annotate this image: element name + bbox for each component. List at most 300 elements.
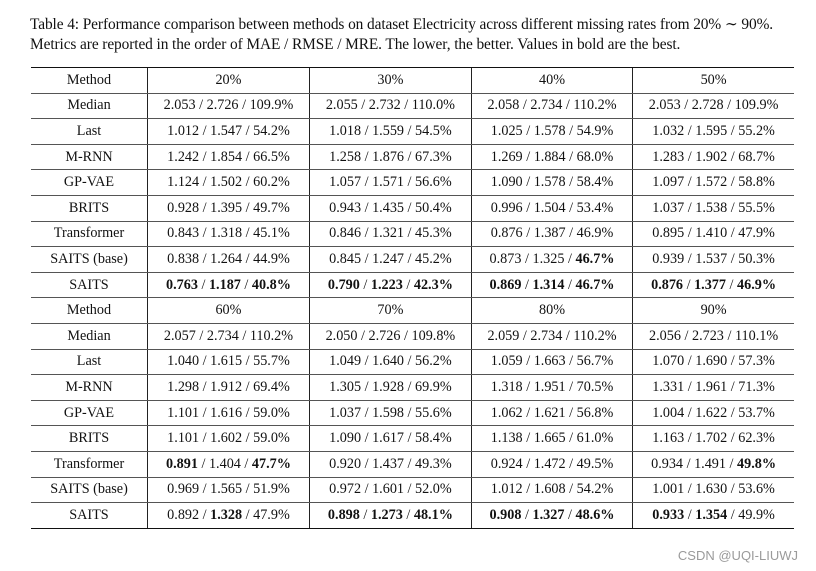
- mae-value: 2.053: [648, 97, 681, 114]
- metric-separator: /: [359, 276, 371, 293]
- metric-separator: /: [683, 276, 695, 293]
- mre-value: 46.7%: [575, 276, 615, 293]
- table-row: [31, 221, 794, 247]
- mre-value: 110.1%: [734, 327, 779, 344]
- metric-cell: [633, 426, 794, 452]
- metric-cell: [309, 323, 471, 349]
- mre-value: 47.9%: [253, 506, 290, 523]
- metric-separator: /: [242, 481, 254, 498]
- metric-separator: /: [565, 378, 577, 395]
- method-column-header: [31, 68, 148, 94]
- rmse-value: 1.325: [532, 250, 565, 267]
- mre-value: 55.7%: [253, 353, 290, 370]
- metric-separator: /: [565, 225, 577, 242]
- method-name: SAITS: [69, 276, 109, 293]
- metric-separator: /: [684, 122, 696, 139]
- method-name: SAITS (base): [50, 481, 128, 498]
- rmse-value: 1.404: [208, 455, 241, 472]
- watermark: CSDN @UQI-LIUWJ: [677, 548, 798, 563]
- rmse-value: 1.437: [372, 455, 404, 472]
- results-table-body: [31, 68, 794, 529]
- mae-value: 1.025: [490, 122, 523, 139]
- rmse-value: 1.187: [208, 276, 241, 293]
- mre-value: 109.9%: [734, 97, 779, 114]
- metric-cell: [309, 195, 471, 221]
- metric-separator: /: [404, 430, 416, 447]
- metric-cell: [633, 119, 794, 145]
- metric-separator: /: [522, 148, 534, 165]
- metric-separator: /: [727, 430, 739, 447]
- metric-separator: /: [199, 250, 211, 267]
- missing-rate-text: 60%: [215, 302, 242, 319]
- metric-cell: [309, 375, 471, 401]
- metric-separator: /: [723, 327, 735, 344]
- metric-separator: /: [565, 455, 577, 472]
- mre-value: 110.2%: [573, 97, 617, 114]
- metric-separator: /: [361, 148, 373, 165]
- metric-separator: /: [242, 378, 254, 395]
- mre-value: 50.3%: [738, 250, 775, 267]
- metric-separator: /: [522, 122, 534, 139]
- metric-separator: /: [404, 174, 416, 191]
- method-name: GP-VAE: [63, 174, 115, 191]
- rmse-value: 1.602: [210, 430, 243, 447]
- mae-value: 0.790: [327, 276, 360, 293]
- metric-separator: /: [684, 250, 696, 267]
- rmse-value: 1.314: [532, 276, 565, 293]
- metric-separator: /: [359, 506, 371, 523]
- mre-value: 45.1%: [253, 225, 290, 242]
- rmse-value: 1.572: [695, 174, 728, 191]
- method-name: BRITS: [68, 430, 110, 447]
- metric-cell: [148, 93, 310, 119]
- table-row: [31, 323, 794, 349]
- rmse-value: 1.537: [695, 250, 728, 267]
- metric-separator: /: [238, 97, 250, 114]
- method-name: SAITS (base): [50, 250, 128, 267]
- metric-separator: /: [564, 250, 576, 267]
- metric-separator: /: [680, 327, 692, 344]
- metric-cell: [633, 400, 794, 426]
- rmse-value: 1.702: [695, 430, 728, 447]
- metric-cell: [471, 93, 632, 119]
- metric-cell: [309, 119, 471, 145]
- metric-cell: [148, 400, 310, 426]
- mae-value: 1.331: [652, 378, 685, 395]
- metric-separator: /: [199, 353, 211, 370]
- metric-cell: [309, 477, 471, 503]
- metric-separator: /: [199, 378, 211, 395]
- metric-separator: /: [725, 455, 738, 472]
- metric-cell: [633, 93, 794, 119]
- mre-value: 60.2%: [253, 174, 290, 191]
- rmse-value: 2.728: [691, 97, 724, 114]
- mre-value: 58.4%: [576, 174, 614, 191]
- metric-cell: [148, 349, 310, 375]
- metric-separator: /: [199, 199, 211, 216]
- method-name-cell: [31, 349, 148, 375]
- rmse-value: 1.884: [533, 148, 566, 165]
- metric-separator: /: [242, 122, 254, 139]
- mae-value: 2.053: [163, 97, 196, 114]
- metric-cell: [309, 426, 471, 452]
- mre-value: 56.2%: [415, 353, 452, 370]
- method-name: Median: [67, 97, 111, 114]
- missing-rate-text: 40%: [539, 71, 566, 88]
- metric-cell: [633, 451, 794, 477]
- rmse-value: 1.951: [533, 378, 566, 395]
- metric-separator: /: [195, 97, 207, 114]
- mae-value: 0.845: [329, 250, 362, 267]
- metric-cell: [309, 349, 471, 375]
- mre-value: 42.3%: [413, 276, 453, 293]
- mae-value: 1.163: [652, 430, 685, 447]
- mae-value: 0.933: [652, 506, 685, 523]
- results-table: [31, 67, 794, 529]
- rmse-value: 1.571: [372, 174, 404, 191]
- metric-cell: [148, 503, 310, 529]
- mae-value: 1.258: [329, 148, 362, 165]
- mae-value: 1.012: [167, 122, 200, 139]
- rmse-value: 1.595: [695, 122, 728, 139]
- metric-separator: /: [361, 174, 373, 191]
- mre-value: 55.5%: [738, 199, 775, 216]
- rmse-value: 1.665: [533, 430, 566, 447]
- mre-value: 54.2%: [253, 122, 290, 139]
- rmse-value: 1.961: [695, 378, 728, 395]
- rmse-value: 1.630: [695, 481, 728, 498]
- mae-value: 1.101: [167, 430, 200, 447]
- mre-value: 54.9%: [576, 122, 614, 139]
- mae-value: 1.032: [652, 122, 685, 139]
- metric-cell: [309, 503, 471, 529]
- mae-value: 0.908: [489, 506, 522, 523]
- metric-separator: /: [564, 276, 576, 293]
- mae-value: 0.891: [165, 455, 198, 472]
- metric-separator: /: [197, 455, 209, 472]
- metric-cell: [471, 451, 632, 477]
- metric-separator: /: [522, 174, 534, 191]
- metric-cell: [148, 426, 310, 452]
- mre-value: 58.8%: [738, 174, 775, 191]
- mre-value: 56.7%: [576, 353, 614, 370]
- metric-cell: [633, 247, 794, 273]
- metric-separator: /: [684, 378, 696, 395]
- mre-value: 47.7%: [251, 455, 291, 472]
- metric-separator: /: [522, 353, 534, 370]
- table-row: [31, 93, 794, 119]
- mre-value: 110.2%: [573, 327, 617, 344]
- method-header-text: Method: [66, 302, 112, 319]
- table-row: [31, 119, 794, 145]
- metric-separator: /: [522, 481, 534, 498]
- mre-value: 54.5%: [415, 122, 452, 139]
- metric-separator: /: [565, 353, 577, 370]
- metric-separator: /: [242, 353, 254, 370]
- metric-cell: [148, 451, 310, 477]
- mre-value: 110.2%: [249, 327, 294, 344]
- mre-value: 58.4%: [415, 430, 452, 447]
- rmse-value: 1.395: [210, 199, 243, 216]
- mae-value: 2.050: [325, 327, 358, 344]
- rmse-value: 1.617: [372, 430, 404, 447]
- metric-separator: /: [199, 122, 211, 139]
- rmse-value: 1.928: [372, 378, 404, 395]
- mae-value: 0.996: [490, 199, 523, 216]
- metric-separator: /: [361, 353, 373, 370]
- mae-value: 0.876: [490, 225, 523, 242]
- metric-cell: [471, 503, 632, 529]
- metric-separator: /: [404, 199, 416, 216]
- mae-value: 1.138: [490, 430, 523, 447]
- mre-value: 56.8%: [576, 404, 614, 421]
- method-name: Transformer: [53, 455, 125, 472]
- metric-separator: /: [565, 430, 577, 447]
- metric-separator: /: [404, 404, 416, 421]
- metric-separator: /: [727, 148, 739, 165]
- rmse-value: 1.608: [533, 481, 566, 498]
- table-row: [31, 170, 794, 196]
- metric-separator: /: [404, 148, 416, 165]
- mre-value: 47.9%: [738, 225, 775, 242]
- metric-separator: /: [562, 327, 574, 344]
- rmse-value: 1.502: [210, 174, 243, 191]
- rmse-value: 1.565: [210, 481, 243, 498]
- mre-value: 48.1%: [413, 506, 453, 523]
- metric-cell: [471, 221, 632, 247]
- method-name: Last: [76, 122, 102, 139]
- method-name-cell: [31, 144, 148, 170]
- mre-value: 109.9%: [249, 97, 294, 114]
- mae-value: 0.934: [651, 455, 684, 472]
- method-name-cell: [31, 195, 148, 221]
- mae-value: 1.004: [652, 404, 685, 421]
- mre-value: 71.3%: [738, 378, 775, 395]
- metric-separator: /: [242, 506, 254, 523]
- mae-value: 1.124: [167, 174, 200, 191]
- metric-separator: /: [684, 148, 696, 165]
- missing-rate-header: [633, 68, 794, 94]
- table-row: [31, 247, 794, 273]
- metric-separator: /: [361, 455, 373, 472]
- mre-value: 70.5%: [576, 378, 614, 395]
- metric-separator: /: [684, 174, 696, 191]
- metric-separator: /: [240, 276, 252, 293]
- method-name-cell: [31, 323, 148, 349]
- metric-separator: /: [725, 276, 738, 293]
- metric-separator: /: [522, 378, 534, 395]
- mae-value: 0.920: [329, 455, 362, 472]
- metric-cell: [471, 272, 632, 298]
- mae-value: 0.838: [167, 250, 200, 267]
- method-name-cell: [31, 247, 148, 273]
- metric-separator: /: [404, 225, 416, 242]
- rmse-value: 2.726: [368, 327, 401, 344]
- metric-separator: /: [727, 225, 739, 242]
- metric-separator: /: [199, 174, 211, 191]
- table-row: [31, 195, 794, 221]
- metric-separator: /: [564, 506, 576, 523]
- mae-value: 1.012: [490, 481, 523, 498]
- metric-cell: [471, 119, 632, 145]
- mae-value: 2.057: [163, 327, 196, 344]
- metric-separator: /: [565, 148, 577, 165]
- method-name-cell: [31, 93, 148, 119]
- mre-value: 44.9%: [253, 250, 290, 267]
- method-name: Transformer: [53, 225, 125, 242]
- metric-separator: /: [521, 276, 533, 293]
- metric-separator: /: [400, 97, 412, 114]
- mae-value: 1.242: [167, 148, 200, 165]
- mae-value: 0.892: [167, 506, 200, 523]
- method-name: M-RNN: [65, 378, 113, 395]
- metric-separator: /: [197, 276, 209, 293]
- table-row: [31, 349, 794, 375]
- missing-rate-header: [633, 298, 794, 324]
- metric-separator: /: [404, 481, 416, 498]
- mae-value: 0.873: [489, 250, 522, 267]
- mre-value: 48.6%: [575, 506, 615, 523]
- metric-separator: /: [727, 122, 739, 139]
- rmse-value: 1.615: [210, 353, 243, 370]
- metric-separator: /: [199, 225, 211, 242]
- metric-separator: /: [242, 174, 254, 191]
- metric-cell: [309, 93, 471, 119]
- metric-separator: /: [684, 225, 696, 242]
- metric-separator: /: [240, 455, 252, 472]
- metric-separator: /: [361, 122, 373, 139]
- missing-rate-header: [471, 298, 632, 324]
- rmse-value: 2.734: [530, 97, 563, 114]
- mre-value: 68.7%: [738, 148, 775, 165]
- mre-value: 53.7%: [738, 404, 775, 421]
- metric-separator: /: [199, 430, 211, 447]
- mae-value: 0.763: [165, 276, 198, 293]
- missing-rate-text: 30%: [377, 71, 404, 88]
- mre-value: 46.7%: [575, 250, 615, 267]
- metric-separator: /: [684, 404, 696, 421]
- mae-value: 1.001: [652, 481, 685, 498]
- mre-value: 53.6%: [738, 481, 775, 498]
- metric-cell: [471, 477, 632, 503]
- missing-rate-text: 20%: [215, 71, 242, 88]
- rmse-value: 1.491: [694, 455, 726, 472]
- metric-separator: /: [519, 327, 531, 344]
- metric-separator: /: [727, 199, 739, 216]
- mae-value: 1.037: [329, 404, 362, 421]
- rmse-value: 1.663: [533, 353, 566, 370]
- mre-value: 109.8%: [411, 327, 456, 344]
- metric-separator: /: [522, 225, 534, 242]
- method-name: GP-VAE: [63, 404, 115, 421]
- mae-value: 1.059: [490, 353, 523, 370]
- missing-rate-text: 90%: [700, 302, 727, 319]
- mre-value: 46.9%: [576, 225, 614, 242]
- metric-cell: [309, 247, 471, 273]
- mae-value: 0.969: [167, 481, 200, 498]
- method-name-cell: [31, 477, 148, 503]
- rmse-value: 1.264: [210, 250, 243, 267]
- method-name: SAITS: [69, 506, 109, 523]
- metric-cell: [633, 477, 794, 503]
- metric-separator: /: [683, 455, 695, 472]
- rmse-value: 1.247: [372, 250, 404, 267]
- metric-separator: /: [199, 506, 211, 523]
- mre-value: 69.4%: [253, 378, 290, 395]
- rmse-value: 1.622: [695, 404, 728, 421]
- metric-separator: /: [199, 404, 211, 421]
- metric-cell: [309, 451, 471, 477]
- metric-separator: /: [521, 250, 533, 267]
- mre-value: 49.7%: [253, 199, 290, 216]
- rmse-value: 1.387: [533, 225, 566, 242]
- metric-separator: /: [522, 455, 534, 472]
- mae-value: 0.843: [167, 225, 200, 242]
- mre-value: 46.9%: [737, 276, 777, 293]
- metric-cell: [148, 170, 310, 196]
- metric-cell: [471, 170, 632, 196]
- metric-cell: [633, 323, 794, 349]
- metric-cell: [471, 247, 632, 273]
- rmse-value: 1.504: [533, 199, 566, 216]
- metric-cell: [471, 375, 632, 401]
- mre-value: 57.3%: [738, 353, 775, 370]
- metric-separator: /: [680, 97, 692, 114]
- metric-separator: /: [242, 404, 254, 421]
- rmse-value: 1.410: [695, 225, 728, 242]
- mre-value: 51.9%: [253, 481, 290, 498]
- rmse-value: 1.601: [372, 481, 404, 498]
- rmse-value: 1.435: [372, 199, 404, 216]
- metric-separator: /: [562, 97, 574, 114]
- mre-value: 50.4%: [415, 199, 452, 216]
- metric-separator: /: [684, 199, 696, 216]
- method-name-cell: [31, 272, 148, 298]
- rmse-value: 1.578: [533, 174, 566, 191]
- mre-value: 55.6%: [415, 404, 452, 421]
- metric-cell: [309, 170, 471, 196]
- rmse-value: 1.640: [372, 353, 404, 370]
- metric-cell: [633, 221, 794, 247]
- rmse-value: 1.578: [533, 122, 566, 139]
- rmse-value: 1.538: [695, 199, 728, 216]
- metric-separator: /: [361, 481, 373, 498]
- mre-value: 59.0%: [253, 404, 290, 421]
- metric-cell: [471, 195, 632, 221]
- metric-cell: [471, 426, 632, 452]
- method-name-cell: [31, 451, 148, 477]
- mae-value: 2.058: [487, 97, 520, 114]
- metric-separator: /: [400, 327, 412, 344]
- metric-separator: /: [242, 250, 254, 267]
- metric-separator: /: [522, 430, 534, 447]
- metric-cell: [471, 349, 632, 375]
- metric-separator: /: [361, 378, 373, 395]
- mre-value: 62.3%: [738, 430, 775, 447]
- metric-separator: /: [242, 199, 254, 216]
- table-caption: Table 4: Performance comparison between methods on dataset Electricity across different missing rates from 20% ∼ 90%. Metrics are reported in the order of MAE / RMSE / MRE. The lower, the better. Values in bold are the best.: [30, 16, 774, 53]
- rmse-value: 2.734: [206, 327, 239, 344]
- mre-value: 67.3%: [415, 148, 452, 165]
- metric-separator: /: [404, 250, 416, 267]
- metric-separator: /: [402, 506, 414, 523]
- metric-cell: [309, 400, 471, 426]
- mae-value: 0.939: [652, 250, 685, 267]
- mre-value: 45.3%: [415, 225, 452, 242]
- rmse-value: 1.876: [372, 148, 404, 165]
- method-name-cell: [31, 400, 148, 426]
- rmse-value: 1.318: [210, 225, 243, 242]
